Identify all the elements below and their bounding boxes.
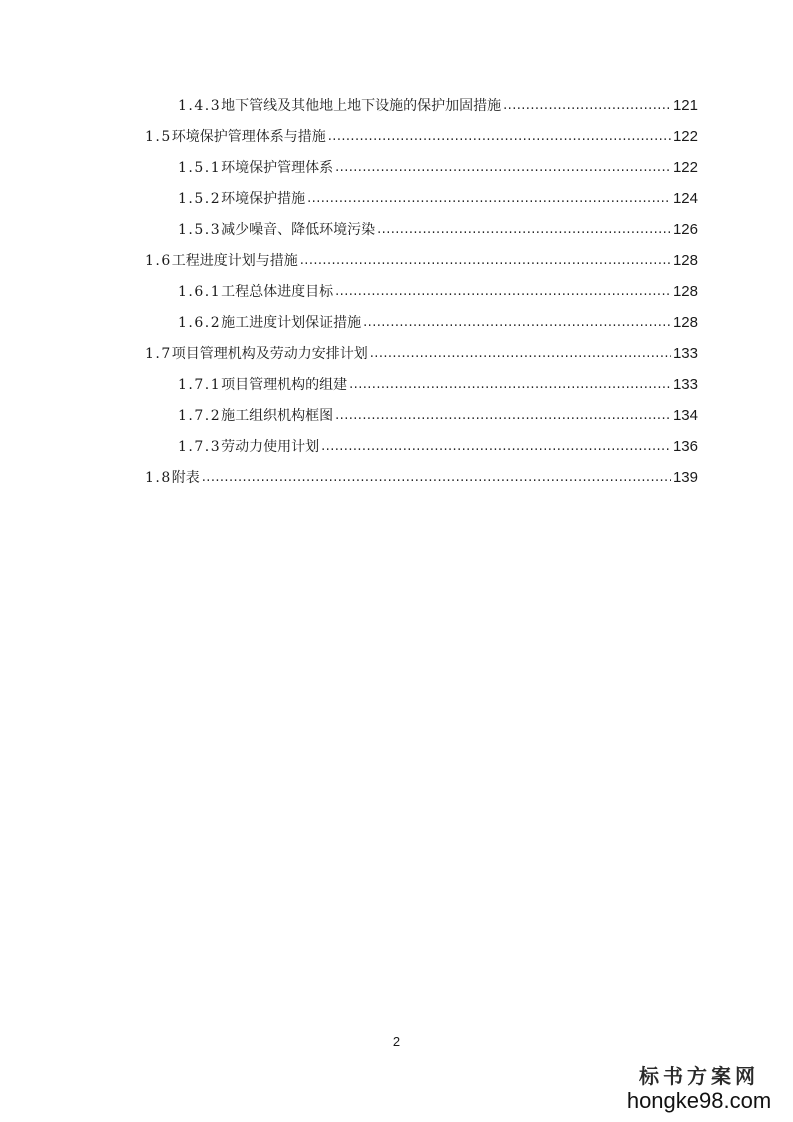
toc-dot-leader [202, 468, 671, 488]
toc-entry[interactable] [145, 464, 698, 488]
toc-entry[interactable] [178, 433, 698, 457]
toc-entry[interactable] [178, 309, 698, 333]
watermark-name: 标书方案网 [639, 1064, 759, 1088]
toc-entry[interactable] [178, 154, 698, 178]
toc-entry-number: 1.7.2 [178, 408, 222, 424]
toc-entry-title: 劳动力使用计划 [221, 439, 320, 455]
toc-entry-page: 136 [672, 438, 698, 455]
toc-entry[interactable] [145, 247, 698, 271]
toc-dot-leader [349, 375, 671, 395]
page-number: 2 [392, 1034, 401, 1049]
toc-entry-title: 附表 [171, 470, 200, 486]
toc-entry-page: 122 [672, 128, 698, 145]
toc-dot-leader [300, 251, 671, 271]
toc-dot-leader [335, 158, 671, 178]
toc-entry-page: 124 [672, 190, 698, 207]
toc-entry-number: 1.7 [145, 346, 172, 362]
toc-dot-leader [335, 282, 671, 302]
toc-entry-number: 1.6 [145, 253, 172, 269]
toc-entry-title: 施工进度计划保证措施 [221, 315, 362, 331]
toc-entry-page: 128 [672, 283, 698, 300]
toc-dot-leader [503, 96, 671, 116]
toc-entry-title: 环境保护管理体系 [221, 160, 334, 176]
toc-entry-title: 施工组织机构框图 [221, 408, 334, 424]
toc-entry-title: 环境保护措施 [221, 191, 306, 207]
toc-entry-title: 工程总体进度目标 [221, 284, 334, 300]
toc-entry-number: 1.5.2 [178, 191, 222, 207]
toc-entry-page: 126 [672, 221, 698, 238]
toc-entry-page: 139 [672, 469, 698, 486]
toc-entry-page: 133 [672, 345, 698, 362]
toc-dot-leader [321, 437, 671, 457]
toc-entry[interactable] [178, 216, 698, 240]
toc-dot-leader [307, 189, 671, 209]
toc-entry[interactable] [145, 123, 698, 147]
toc-entry[interactable] [178, 92, 698, 116]
toc-entry-page: 122 [672, 159, 698, 176]
toc-entry-title: 项目管理机构及劳动力安排计划 [171, 346, 368, 362]
toc-dot-leader [377, 220, 671, 240]
toc-dot-leader [328, 127, 671, 147]
toc-entry[interactable] [178, 185, 698, 209]
toc-dot-leader [335, 406, 671, 426]
toc-entry-number: 1.6.1 [178, 284, 222, 300]
toc-dot-leader [370, 344, 671, 364]
toc-dot-leader [363, 313, 671, 333]
toc-entry-number: 1.5.3 [178, 222, 222, 238]
toc-entry-number: 1.7.1 [178, 377, 222, 393]
toc-entry[interactable] [178, 402, 698, 426]
site-watermark-logo [619, 1064, 779, 1114]
toc-entry-number: 1.5.1 [178, 160, 222, 176]
toc-entry-title: 工程进度计划与措施 [171, 253, 298, 269]
toc-entry-page: 133 [672, 376, 698, 393]
toc-entry-number: 1.5 [145, 129, 172, 145]
toc-entry[interactable] [178, 278, 698, 302]
toc-entry-title: 项目管理机构的组建 [221, 377, 348, 393]
toc-entry[interactable] [178, 371, 698, 395]
toc-entry-page: 128 [672, 314, 698, 331]
toc-entry-number: 1.8 [145, 470, 172, 486]
toc-entry-page: 121 [672, 97, 698, 114]
toc-entry-title: 减少噪音、降低环境污染 [221, 222, 376, 238]
toc-entry-title: 环境保护管理体系与措施 [171, 129, 326, 145]
toc-entry-page: 128 [672, 252, 698, 269]
watermark-domain: hongke98.com [626, 1088, 772, 1113]
toc-entry-number: 1.7.3 [178, 439, 222, 455]
toc-entry[interactable] [145, 340, 698, 364]
toc-entry-page: 134 [672, 407, 698, 424]
toc-entry-number: 1.6.2 [178, 315, 222, 331]
toc-entry-title: 地下管线及其他地上地下设施的保护加固措施 [221, 98, 502, 114]
toc-entry-number: 1.4.3 [178, 98, 222, 114]
